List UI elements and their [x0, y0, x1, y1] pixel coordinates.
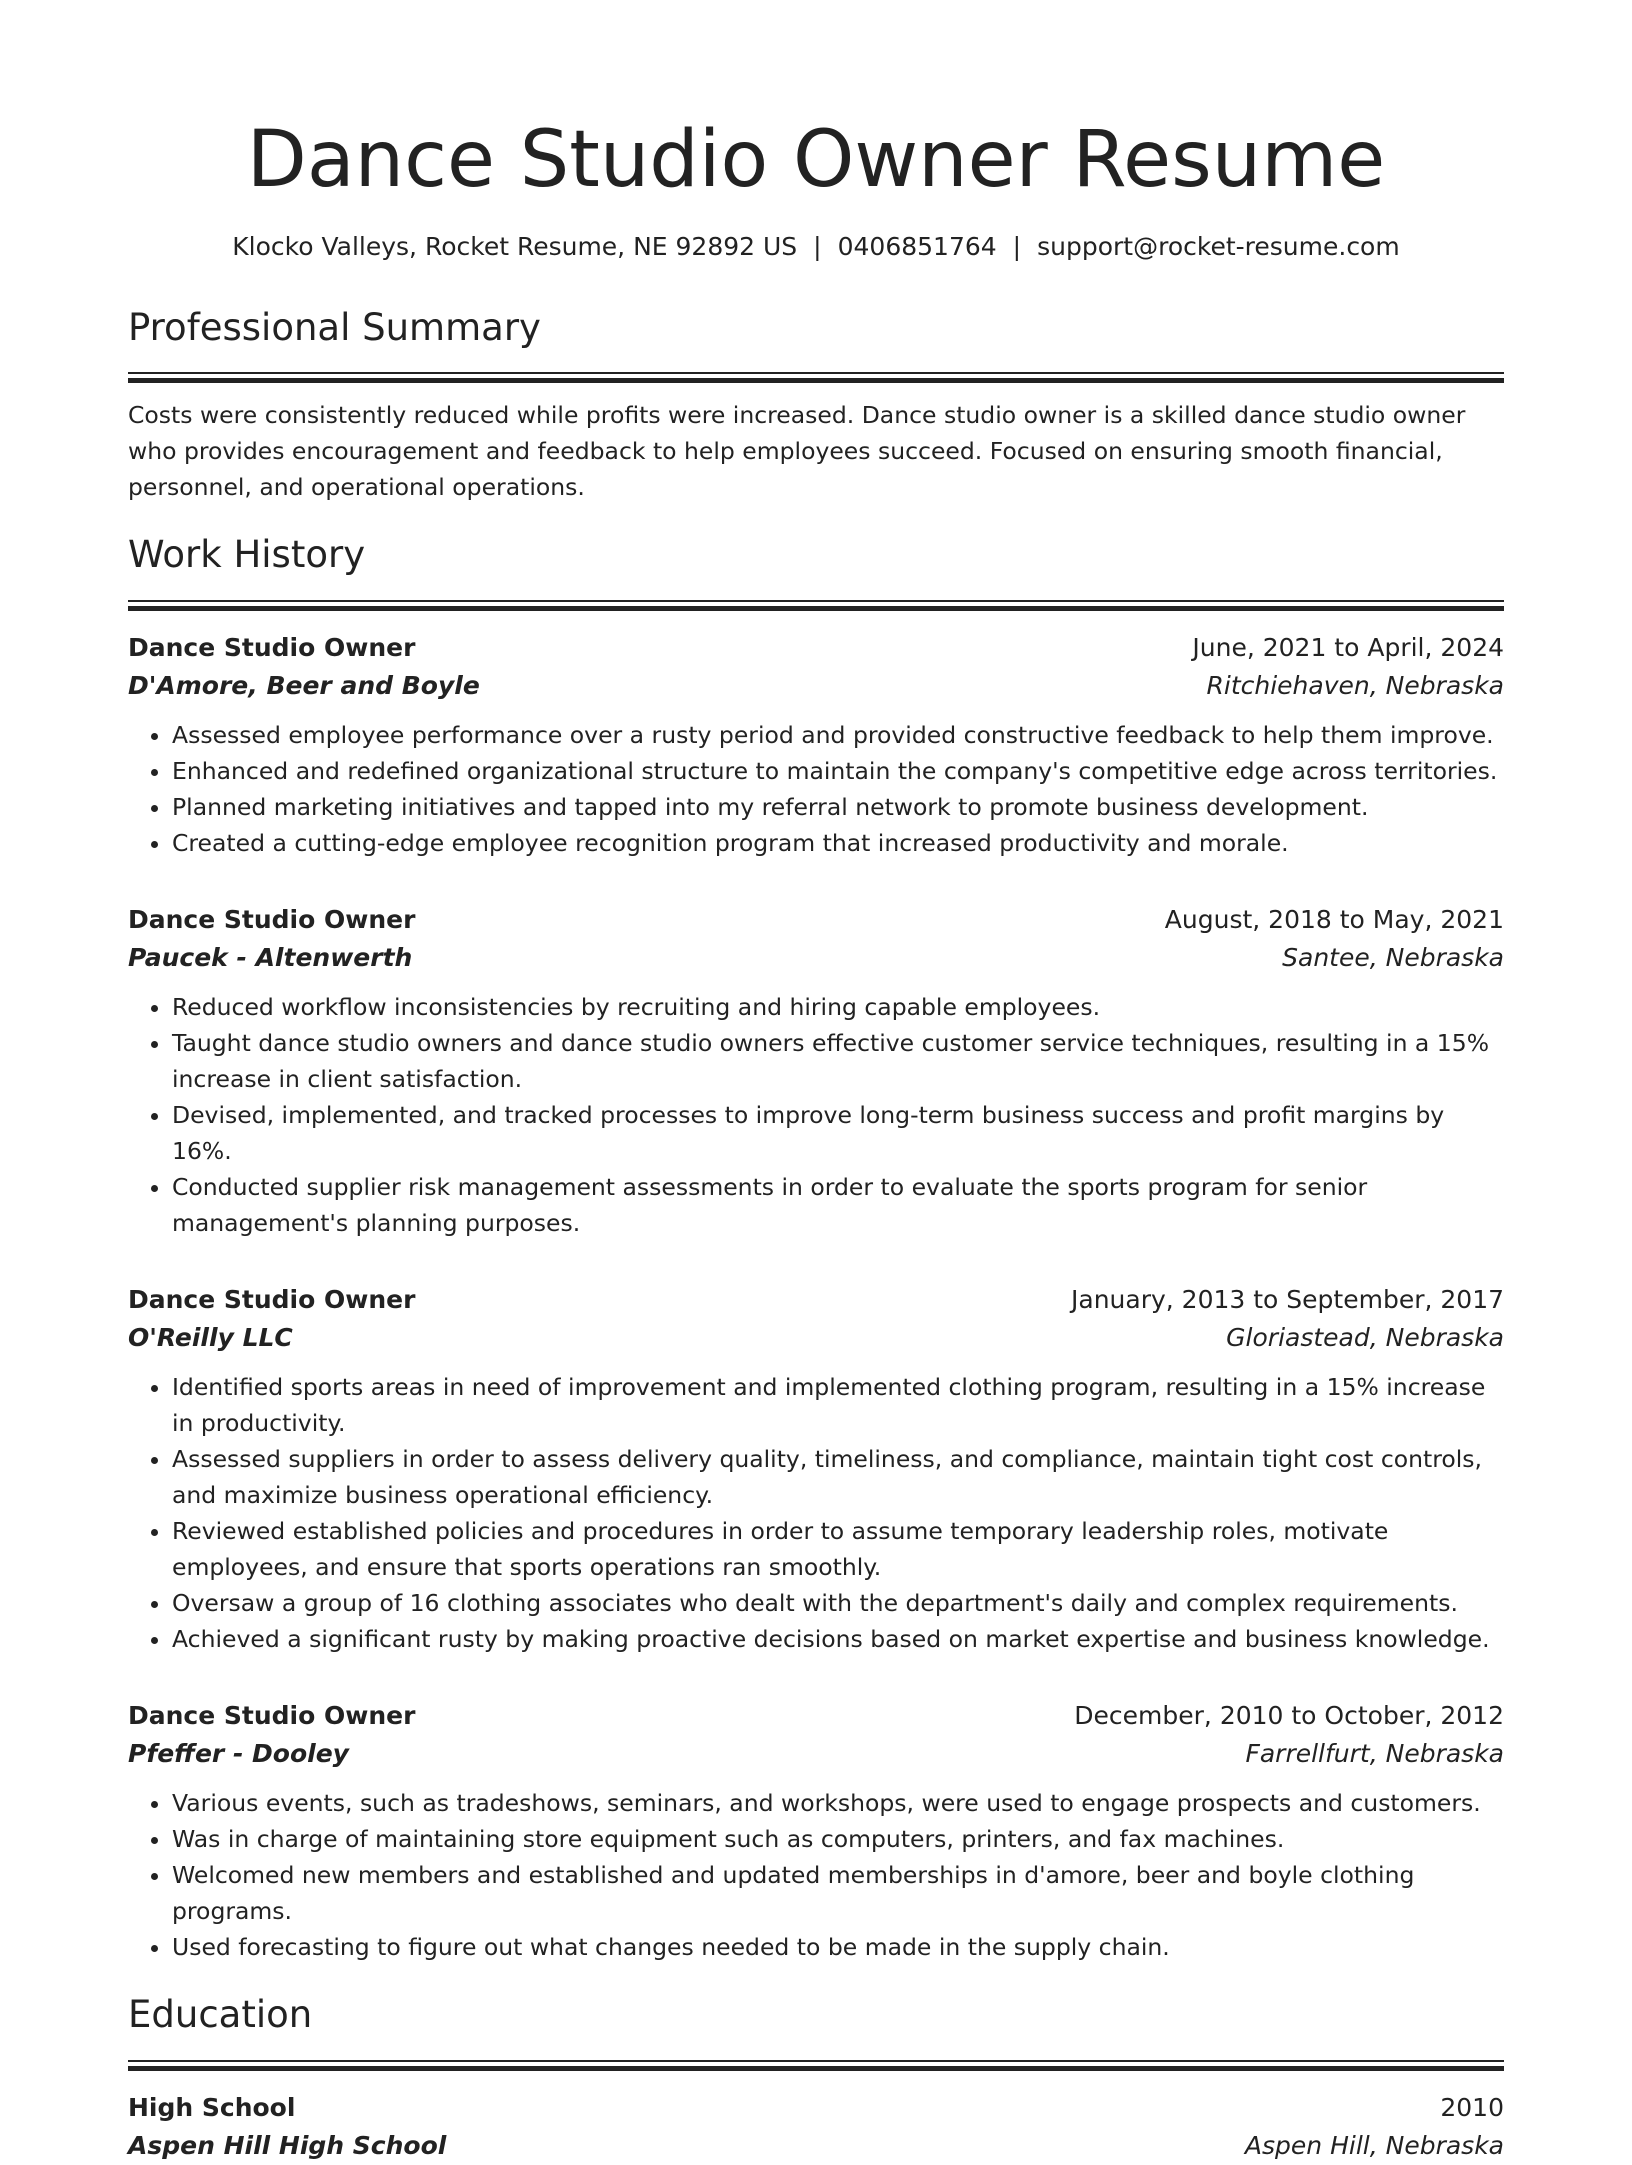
- section-divider: [128, 2060, 1504, 2071]
- education-year: 2010: [1440, 2092, 1504, 2122]
- job-role: Dance Studio Owner: [128, 905, 416, 935]
- job-bullet: • Taught dance studio owners and dance studio owners effective customer service techniques, resulting in a 15% increase in client satisfaction.: [172, 1025, 1504, 1097]
- contact-separator: |: [1012, 231, 1022, 261]
- job-bullet: • Welcomed new members and established and updated memberships in d'amore, beer and boyle clothing programs.: [172, 1857, 1504, 1929]
- job-bullet: • Planned marketing initiatives and tapped into my referral network to promote business development.: [172, 789, 1504, 825]
- contact-phone: 0406851764: [837, 231, 997, 261]
- contact-line: [128, 232, 1504, 262]
- summary-text: Costs were consistently reduced while profits were increased. Dance studio owner is a skilled dance studio owner who provides encouragement and feedback to help employees succeed. Focused on ensuring smooth financial, personnel, and operational operations.: [128, 401, 1466, 502]
- job-location: Farrellfurt, Nebraska: [1245, 1739, 1504, 1769]
- contact-separator: |: [813, 231, 822, 261]
- summary-heading: Professional Summary: [128, 305, 541, 349]
- education-section: [128, 1995, 1504, 2165]
- job-bullet: • Conducted supplier risk management assessments in order to evaluate the sports program for senior management's planning purposes.: [172, 1169, 1504, 1241]
- job-role: Dance Studio Owner: [128, 633, 416, 663]
- job-entry: [128, 629, 1504, 861]
- job-location: Santee, Nebraska: [1282, 943, 1504, 973]
- job-dates: June, 2021 to April, 2024: [1192, 633, 1504, 663]
- job-dates: December, 2010 to October, 2012: [1074, 1701, 1504, 1731]
- section-divider: [128, 372, 1504, 383]
- job-bullets: [128, 717, 1504, 861]
- job-bullets: [128, 1369, 1504, 1657]
- resume-page: [128, 0, 1504, 2165]
- job-bullet: • Devised, implemented, and tracked processes to improve long-term business success and profit margins by 16%.: [172, 1097, 1504, 1169]
- job-bullet: • Used forecasting to figure out what changes needed to be made in the supply chain.: [172, 1929, 1504, 1965]
- job-company: D'Amore, Beer and Boyle: [128, 671, 480, 701]
- job-bullet: • Assessed suppliers in order to assess delivery quality, timeliness, and compliance, maintain tight cost controls, and maximize business operational efficiency.: [172, 1441, 1504, 1513]
- job-dates: August, 2018 to May, 2021: [1164, 905, 1504, 935]
- job-bullet: • Was in charge of maintaining store equipment such as computers, printers, and fax machines.: [172, 1821, 1504, 1857]
- job-entry: [128, 1281, 1504, 1657]
- education-heading: Education: [128, 1993, 313, 2037]
- education-location: Aspen Hill, Nebraska: [1244, 2130, 1504, 2160]
- education-school: Aspen Hill High School: [128, 2130, 447, 2160]
- work-history-section: [128, 535, 1504, 1965]
- job-location: Ritchiehaven, Nebraska: [1206, 671, 1504, 701]
- education-degree: High School: [128, 2092, 296, 2122]
- section-divider: [128, 600, 1504, 611]
- job-role: Dance Studio Owner: [128, 1285, 416, 1315]
- job-bullet: • Reduced workflow inconsistencies by recruiting and hiring capable employees.: [172, 989, 1504, 1025]
- education-entry: [128, 2089, 1504, 2165]
- job-bullet: • Enhanced and redefined organizational structure to maintain the company's competitive edge across territories.: [172, 753, 1504, 789]
- job-entry: [128, 901, 1504, 1241]
- job-dates: January, 2013 to September, 2017: [1071, 1285, 1504, 1315]
- contact-email: support@rocket-resume.com: [1037, 231, 1400, 261]
- job-bullet: • Created a cutting-edge employee recognition program that increased productivity and morale.: [172, 825, 1504, 861]
- job-bullet: • Reviewed established policies and procedures in order to assume temporary leadership roles, motivate employees, and ensure that sports operations ran smoothly.: [172, 1513, 1504, 1585]
- job-bullets: [128, 989, 1504, 1241]
- contact-address: Klocko Valleys, Rocket Resume, NE 92892 US: [232, 231, 798, 261]
- job-bullet: • Oversaw a group of 16 clothing associates who dealt with the department's daily and complex requirements.: [172, 1585, 1504, 1621]
- job-company: Paucek - Altenwerth: [128, 943, 413, 973]
- job-company: O'Reilly LLC: [128, 1323, 293, 1353]
- job-bullets: [128, 1785, 1504, 1965]
- job-location: Gloriastead, Nebraska: [1226, 1323, 1504, 1353]
- job-bullet: • Identified sports areas in need of improvement and implemented clothing program, resulting in a 15% increase in productivity.: [172, 1369, 1504, 1441]
- summary-section: [128, 305, 1504, 506]
- job-bullet: • Assessed employee performance over a rusty period and provided constructive feedback to help them improve.: [172, 717, 1504, 753]
- job-role: Dance Studio Owner: [128, 1701, 416, 1731]
- work-history-heading: Work History: [128, 533, 366, 577]
- job-bullet: • Various events, such as tradeshows, seminars, and workshops, were used to engage prospects and customers.: [172, 1785, 1504, 1821]
- job-company: Pfeffer - Dooley: [128, 1739, 349, 1769]
- job-bullet: • Achieved a significant rusty by making proactive decisions based on market expertise and business knowledge.: [172, 1621, 1504, 1657]
- page-title: Dance Studio Owner Resume: [246, 115, 1386, 205]
- job-entry: [128, 1697, 1504, 1965]
